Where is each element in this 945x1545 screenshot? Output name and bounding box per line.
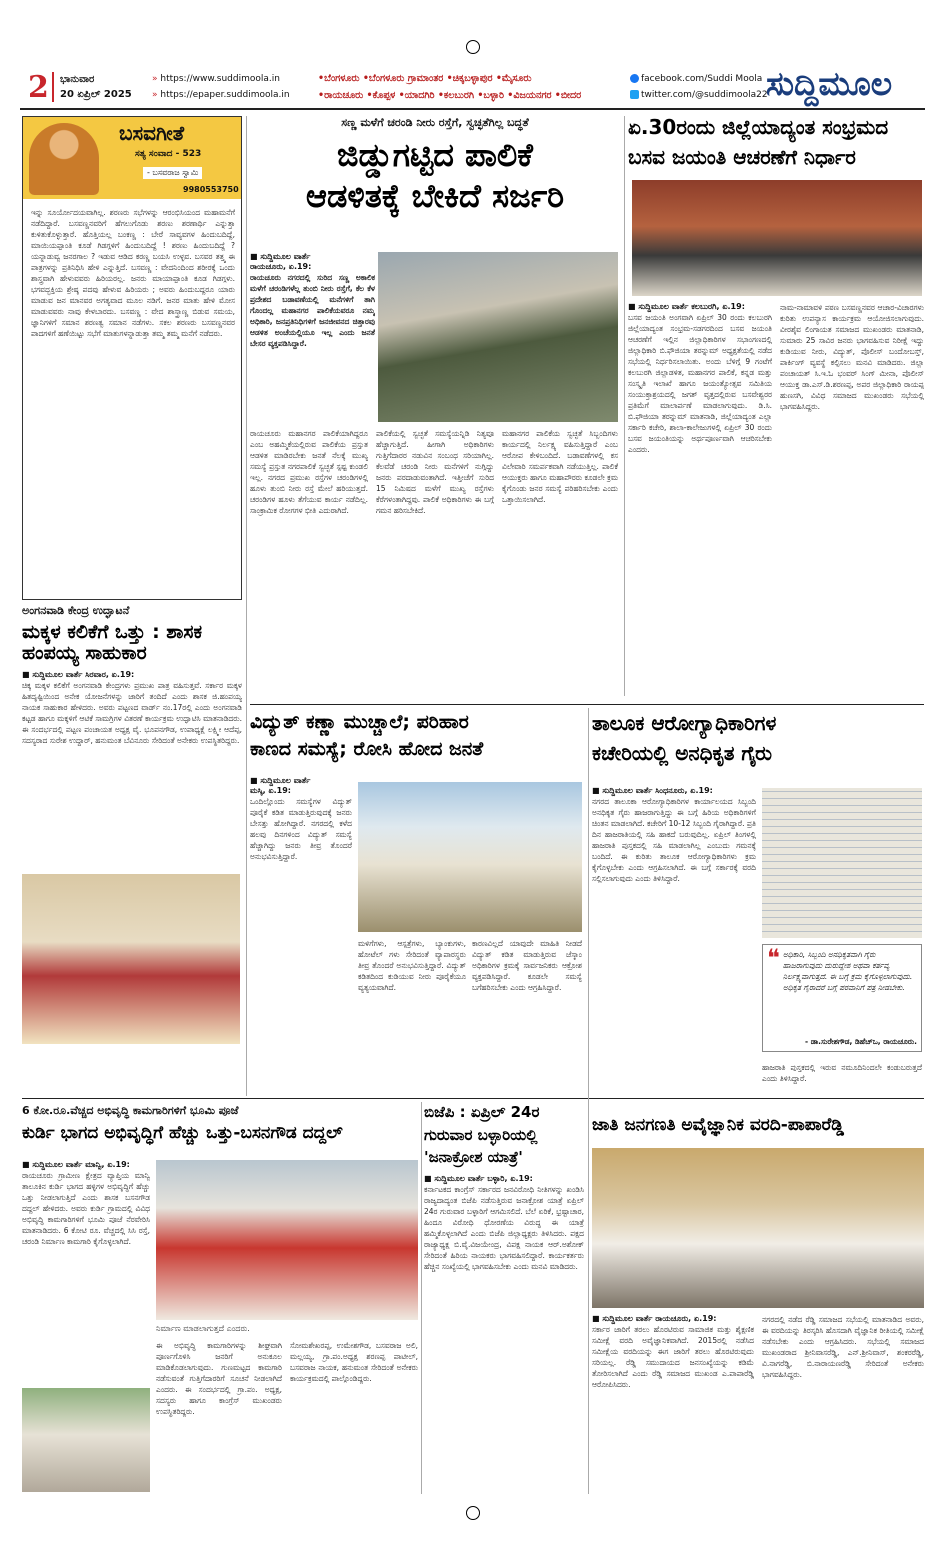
twitter-icon: [630, 90, 639, 99]
electric-col2: ಮಳಿಗೆಗಳು, ಆಸ್ಪತ್ರೆಗಳು, ಬ್ಯಾಂಕುಗಳು, ಹೋಟೆಲ್ ಗಳು ಸೇರಿದಂತೆ ವ್ಯಾಪಾರಸ್ಥರು ತೀವ್ರ ತೊಂದರೆ ಅನುಭವಿಸುತ್ತಿದ್ದಾರೆ. ವಿದ್ಯುತ್ ಕಡಿತದಿಂದ ಕುಡಿಯುವ ನೀರು ಪೂರೈಕೆಯೂ ವ್ಯತ್ಯಯವಾಗಿದೆ.: [358, 939, 466, 992]
kurdi-ceremony-photo: [156, 1160, 418, 1320]
crop-mark-bottom: [466, 1506, 480, 1520]
twitter-link[interactable]: twitter.com/@suddimoola22: [641, 90, 768, 100]
anganwadi-byline: ■ ಸುದ್ದಿಮೂಲ ವಾರ್ತೆ ಸಿರವಾರ, ಏ.19:: [22, 669, 135, 679]
electric-byline: ■ ಸುದ್ದಿಮೂಲ ವಾರ್ತೆ: [250, 776, 311, 785]
page-number-divider: [52, 72, 54, 102]
saint-portrait: [29, 123, 99, 195]
rule-v2: [624, 116, 625, 696]
rule-h2: [22, 1098, 924, 1099]
jayanti-col1: ಬಸವ ಜಯಂತಿ ಅಂಗವಾಗಿ ಏಪ್ರಿಲ್ 30 ರಂದು ಕಲಬುರಗಿ ಜಿಲ್ಲೆಯಾದ್ಯಂತ ಸಂಭ್ರಮ-ಸಡಗರದಿಂದ ಬಸವ ಜಯಂತಿ ಆಚರಣೆಗೆ ಇಲ್ಲಿನ ಜಿಲ್ಲಾಧಿಕಾರಿಗಳ ಸಭಾಂಗಣದಲ್ಲಿ ಜಿಲ್ಲಾಧಿಕಾರಿ ಬಿ.ಫೌಜಿಯಾ ತರನ್ನುಮ್ ಅಧ್ಯಕ್ಷತೆಯಲ್ಲಿ ನಡೆದ ಸಭೆಯಲ್ಲಿ ನಿರ್ಧರಿಸಲಾಯಿತು. ಅಂದು ಬೆಳಿಗ್ಗೆ 9 ಗಂಟೆಗೆ ಕಲಬುರಗಿ ಜಿಲ್ಲಾಡಳಿತ, ಮಹಾನಗರ ಪಾಲಿಕೆ, ಕನ್ನಡ ಮತ್ತು ಸಂಸ್ಕೃತಿ ಇಲಾಖೆ ಹಾಗೂ ಜಯಂತ್ಯೋತ್ಸವ ಸಮಿತಿಯ ಸಂಯುಕ್ತಾಶ್ರಯದಲ್ಲಿ ಜಗತ್ ವೃತ್ತದಲ್ಲಿರುವ ಬಸವೇಶ್ವರರ ಪ್ರತಿಮೆಗೆ ಮಾಲಾರ್ಪಣೆ ಮಾಡಲಾಗುವುದು. ಡಿ.ಸಿ. ಬಿ.ಫೌಜಿಯಾ ತರನ್ನುಮ್ ಮಾತನಾಡಿ, ಜಿಲ್ಲೆಯಾದ್ಯಂತ ಎಲ್ಲಾ ಸರ್ಕಾರಿ ಕಚೇರಿ, ಶಾಲಾ-ಕಾಲೇಜುಗಳಲ್ಲಿ ಏಪ್ರಿಲ್ 30 ರಂದು ಬಸವ ಜಯಂತಿಯನ್ನು ಅರ್ಥಪೂರ್ಣವಾಗಿ ಆಚರಿಸಬೇಕು ಎಂದರು.: [628, 313, 772, 454]
health-col1-box: [592, 786, 756, 1082]
lead-headline2: ಆಡಳಿತಕ್ಕೆ ಬೇಕಿದೆ ಸರ್ಜರಿ: [305, 177, 565, 216]
jayanti-headline1: ಏ.30ರಂದು ಜಿಲ್ಲೆಯಾದ್ಯಂತ ಸಂಭ್ರಮದ: [628, 115, 889, 139]
lead-dateline: ರಾಯಚೂರು, ಏ.19:: [250, 262, 312, 271]
bjp-headline1: ಬಿಜೆಪಿ : ಏಪ್ರಿಲ್ 24ರ: [424, 1103, 540, 1121]
lead-kicker: ಸಣ್ಣ ಮಳೆಗೆ ಚರಂಡಿ ನೀರು ರಸ್ತೆಗೆ, ಸ್ವಚ್ಛತೆಗಿಲ್ಲ ಬದ್ಧತೆ: [341, 116, 529, 129]
jayanti-meeting-photo: [632, 180, 922, 296]
cities-line1: •ಬೆಂಗಳೂರು •ಬೆಂಗಳೂರು ಗ್ರಾಮಾಂತರ •ಚಿಕ್ಕಬಳ್ಳಾಪುರ •ಮೈಸೂರು: [318, 73, 532, 84]
day: ಭಾನುವಾರ: [60, 74, 95, 85]
anganwadi-story: [22, 604, 242, 1094]
lead-intro: ರಾಯಚೂರು ನಗರದಲ್ಲಿ ಸುರಿದ ಸಣ್ಣ ಅಕಾಲಿಕ ಮಳೆಗೆ ಚರಂಡಿಗಳೆಲ್ಲ ತುಂಬಿ ನೀರು ರಸ್ತೆಗೆ, ಕೆಲ ಕೆಳ ಪ್ರದೇಶದ ಬಡಾವಣೆಯಲ್ಲಿ ಮನೆಗಳಿಗೆ ತಾಗಿ ಗೊಂದಲ್ಲ ಮಹಾನಗರ ಪಾಲಿಕೆಯವರೂ ನಮ್ಮ ಅಧಿಕಾರಿ, ಜನಪ್ರತಿನಿಧಿಗಳಿಗೆ ಜನಜೀವನದ ಚಿತ್ತಾರವು ಆಡಳಿತ ಅಂಚೆಯಲ್ಲಿಯೂ ಇಲ್ಲ ಎಂದು ಜನತೆ ಬೇಸರ ವ್ಯಕ್ತಪಡಿಸಿದ್ದಾರೆ.: [250, 273, 375, 348]
health-quote: ಅಧಿಕಾರಿ, ಸಿಬ್ಬಂದಿ ಅನಧಿಕೃತವಾಗಿ ಗೈರು ಹಾಜರಾಗುವುದು ದುರುದ್ದೇಶ ಅಥವಾ ಕರ್ತವ್ಯ ನಿರ್ಲಕ್ಷ್ಯವಾಗುತ್ತದೆ. ಈ ಬಗ್ಗೆ ಕ್ರಮ ಕೈಗೊಳ್ಳಲಾಗುವುದು. ಅಧಿಕೃತ ಗೈರಾದರೆ ಬಗ್ಗೆ ಪರವಾನಿಗೆ ಪತ್ರ ನೀಡಬೇಕು.: [782, 950, 913, 992]
anganwadi-body: ಚಿಕ್ಕ ಮಕ್ಕಳ ಕಲಿಕೆಗೆ ಅಂಗನವಾಡಿ ಕೇಂದ್ರಗಳು ಪ್ರಮುಖ ಪಾತ್ರ ವಹಿಸುತ್ತವೆ. ಸರ್ಕಾರ ಮಕ್ಕಳ ಹಿತದೃಷ್ಟಿಯಿಂದ ಅನೇಕ ಯೋಜನೆಗಳನ್ನು ಜಾರಿಗೆ ತಂದಿದೆ ಎಂದು ಶಾಸಕ ಜಿ.ಹಂಪಯ್ಯ ನಾಯಕ ಸಾಹುಕಾರ ಹೇಳಿದರು. ಅವರು ಪಟ್ಟಣದ ವಾರ್ಡ್ ನಂ.17ರಲ್ಲಿ ಎಂದು ಅಂಗನವಾಡಿ ಕಟ್ಟಡ ಹಾಗೂ ಮಕ್ಕಳಿಗೆ ಆಟಿಕೆ ಸಾಮಗ್ರಿಗಳ ವಿತರಣೆ ಕಾರ್ಯಕ್ರಮ ಉದ್ಘಾಟಿಸಿ ಮಾತನಾಡಿದರು. ಈ ಸಂದರ್ಭದಲ್ಲಿ ಪಟ್ಟಣ ಪಂಚಾಯತ ಅಧ್ಯಕ್ಷ ವೈ. ಭೂಪನಗೌಡ, ಉಪಾಧ್ಯಕ್ಷೆ ಲಕ್ಷ್ಮೀ ಆದೆಪ್ಪ, ಸದಸ್ಯರಾದ ಸುರೇಶ ಉದ್ದಾರ್, ಹನುಮಂತ ಬೆವಿನೂರು ಸೇರಿದಂತೆ ಅನೇಕರು ಉಪಸ್ಥಿತರಿದ್ದರು.: [22, 680, 242, 745]
health-headline1: ತಾಲೂಕ ಆರೋಗ್ಯಾಧಿಕಾರಿಗಳ: [592, 711, 777, 735]
kurdi-headline: ಕುರ್ಡಿ ಭಾಗದ ಅಭಿವೃದ್ಧಿಗೆ ಹೆಚ್ಚು ಒತ್ತು-ಬಸನಗೌಡ ದದ್ದಲ್: [22, 1123, 343, 1143]
kurdi-kicker: 6 ಕೋ.ರೂ.ವೆಚ್ಚದ ಅಭಿವೃದ್ಧಿ ಕಾಮಗಾರಿಗಳಿಗೆ ಭೂಮಿ ಪೂಜೆ: [22, 1104, 239, 1117]
epaper-link[interactable]: https://epaper.suddimoola.in: [160, 90, 290, 100]
caste-col1: ಸರ್ಕಾರ ಜಾರಿಗೆ ತರಲು ಹೊರಟಿರುವ ಸಾಮಾಜಿಕ ಮತ್ತು ಶೈಕ್ಷಣಿಕ ಸಮೀಕ್ಷೆ ವರದಿ ಅವೈಜ್ಞಾನಿಕವಾಗಿದೆ. 2015ರಲ್ಲಿ ನಡೆಸಿದ ಸಮೀಕ್ಷೆಯ ವರದಿಯನ್ನು ಈಗ ಜಾರಿಗೆ ತರಲು ಹೊರಟಿರುವುದು ಸರಿಯಲ್ಲ. ರೆಡ್ಡಿ ಸಮುದಾಯದ ಜನಸಂಖ್ಯೆಯನ್ನು ಕಡಿಮೆ ತೋರಿಸಲಾಗಿದೆ ಎಂದು ರೆಡ್ಡಿ ಸಮಾಜದ ಮುಖಂಡ ಎ.ಪಾಪಾರೆಡ್ಡಿ ಆರೋಪಿಸಿದರು.: [592, 1325, 754, 1389]
health-quote-author: - ಡಾ.ಸುರೇಶಗೌಡ, ಡಿಹೆಚ್ಒ, ರಾಯಚೂರು.: [804, 1037, 917, 1046]
lead-intro-box: [250, 252, 375, 432]
jayanti-story: [628, 116, 924, 696]
jayanti-col1-box: [628, 302, 772, 690]
bjp-byline: ■ ಸುದ್ದಿಮೂಲ ವಾರ್ತೆ ಬಳ್ಳಾರಿ, ಏ.19:: [424, 1173, 533, 1183]
jayanti-byline: ■ ಸುದ್ದಿಮೂಲ ವಾರ್ತೆ ಕಲಬುರಗಿ, ಏ.19:: [628, 302, 745, 311]
jayanti-headline2: ಬಸವ ಜಯಂತಿ ಆಚರಣೆಗೆ ನಿರ್ಧಾರ: [628, 145, 856, 169]
website-link[interactable]: https://www.suddimoola.in: [160, 74, 280, 84]
lead-col3: ಮಹಾನಗರ ಪಾಲಿಕೆಯ ಸ್ವಚ್ಛತೆ ಸಿಬ್ಬಂದಿಗಳು ಕಾರ್ಯದಲ್ಲಿ ನಿರ್ಲಕ್ಷ್ಯ ವಹಿಸುತ್ತಿದ್ದಾರೆ ಎಂಬ ಆರೋಪ ಕೇಳಿಬಂದಿದೆ. ಬಡಾವಣೆಗಳಲ್ಲಿ ಕಸ ವಿಲೇವಾರಿ ಸಮರ್ಪಕವಾಗಿ ನಡೆಯುತ್ತಿಲ್ಲ. ಪಾಲಿಕೆ ಆಯುಕ್ತರು ಹಾಗೂ ಮಹಾಪೌರರು ಕೂಡಲೇ ಕ್ರಮ ಕೈಗೊಂಡು ಜನರ ಸಮಸ್ಯೆ ಪರಿಹರಿಸಬೇಕು ಎಂದು ಒತ್ತಾಯಿಸಲಾಗಿದೆ.: [502, 429, 618, 504]
electric-story: [250, 712, 584, 1092]
health-headline2: ಕಚೇರಿಯಲ್ಲಿ ಅನಧಿಕೃತ ಗೈರು: [592, 741, 773, 765]
lead-byline: ■ ಸುದ್ದಿಮೂಲ ವಾರ್ತೆ: [250, 252, 311, 261]
electric-dateline: ಮಸ್ಕಿ, ಏ.19:: [250, 786, 291, 795]
basava-author: - ಬಸವರಾಜ ಸ್ವಾಮಿ: [143, 167, 202, 179]
electric-headline2: ಕಾಣದ ಸಮಸ್ಯೆ; ರೋಸಿ ಹೋದ ಜನತೆ: [250, 737, 484, 760]
electric-col1: ಒಂದಿಲ್ಲೊಂದು ಸಮಸ್ಯೆಗಳ ವಿದ್ಯುತ್ ಪೂರೈಕೆ ಕಡಿತ ಮಾಡುತ್ತಿರುವುದಕ್ಕೆ ಜನರು ಬೇಸತ್ತು ಹೋಗಿದ್ದಾರೆ. ನಗರದಲ್ಲಿ ಕಳೆದ ಹಲವು ದಿನಗಳಿಂದ ವಿದ್ಯುತ್ ಸಮಸ್ಯೆ ಹೆಚ್ಚಾಗಿದ್ದು ಜನರು ತೀವ್ರ ತೊಂದರೆ ಅನುಭವಿಸುತ್ತಿದ್ದಾರೆ.: [250, 797, 352, 861]
basava-box: [22, 116, 242, 600]
caste-col1-box: [592, 1314, 754, 1484]
web-links: » https://www.suddimoola.in » https://epaper.suddimoola.in: [152, 74, 290, 100]
rule-v3: [588, 708, 589, 1494]
rule-v4: [421, 1102, 422, 1494]
health-byline: ■ ಸುದ್ದಿಮೂಲ ವಾರ್ತೆ ಸಿಂಧನೂರು, ಏ.19:: [592, 786, 713, 795]
date: 20 ಏಪ್ರಿಲ್ 2025: [60, 89, 132, 100]
rule-h1: [250, 704, 924, 705]
kurdi-col3: ಸೋಮಶೇಖರಪ್ಪ, ಉಮೇಶಗೌಡ, ಬಸವರಾಜ ಅಲಿ, ಮಲ್ಲಯ್ಯ, ಗ್ರಾ.ಪಂ.ಅಧ್ಯಕ್ಷ ಶರಣಪ್ಪ ಪಾಟೀಲ್, ಬಸವರಾಜ ನಾಯಕ, ಹನುಮಂತ ಸೇರಿದಂತೆ ಅನೇಕರು ಕಾರ್ಯಕ್ರಮದಲ್ಲಿ ಪಾಲ್ಗೊಂಡಿದ್ದರು.: [290, 1341, 418, 1383]
cities-line2: •ರಾಯಚೂರು •ಕೊಪ್ಪಳ •ಯಾದಗಿರಿ •ಕಲಬುರಗಿ •ಬಳ್ಳಾರಿ •ವಿಜಯನಗರ •ಬೀದರ: [318, 90, 582, 101]
header-rule: [20, 108, 925, 110]
masthead-logo: ಸುದ್ದಿಮೂಲ: [766, 64, 893, 103]
anganwadi-headline2: ಹಂಪಯ್ಯ ಸಾಹುಕಾರ: [22, 641, 147, 664]
bjp-headline3: 'ಜನಾಕ್ರೋಶ ಯಾತ್ರೆ': [424, 1148, 523, 1166]
lead-col1: ರಾಯಚೂರು ಮಹಾನಗರ ಪಾಲಿಕೆಯಾಗಿದ್ದರೂ ಎಂಬ ಅಹಮ್ಮಿಕೆಯಲ್ಲಿರುವ ಪಾಲಿಕೆಯ ಪ್ರಸ್ತುತ ಆಡಳಿತ ಮಾಡಿರಬೇಕು ಜನತೆ ನೆಲಕ್ಕೆ ಮುಖ್ಯ ಸಮಸ್ಯೆ ಪ್ರಸ್ತುತ ನಗರಪಾಲಿಕೆ ಸ್ವಚ್ಛತೆ ಸ್ಪಷ್ಟ ಕುಂಡಲಿ ಇಲ್ಲ. ನಗರದ ಪ್ರಮುಖ ರಸ್ತೆಗಳ ಚರಂಡಿಗಳಲ್ಲಿ ಹೂಳು ತುಂಬಿ ನೀರು ರಸ್ತೆ ಮೇಲೆ ಹರಿಯುತ್ತದೆ. ಚರಂಡಿಗಳ ಹೂಳು ತೆಗೆಯುವ ಕಾರ್ಯ ನಡೆದಿಲ್ಲ. ಸಾಂಕ್ರಾಮಿಕ ರೋಗಗಳ ಭೀತಿ ಎದುರಾಗಿದೆ.: [250, 429, 368, 515]
health-quote-box: [762, 944, 922, 1052]
lead-story: [250, 116, 620, 696]
electric-office-photo: [358, 782, 582, 932]
kurdi-byline: ■ ಸುದ್ದಿಮೂಲ ವಾರ್ತೆ ಮಾನ್ವಿ, ಏ.19:: [22, 1160, 130, 1169]
basava-phone: 9980553750: [183, 185, 239, 194]
caste-byline: ■ ಸುದ್ದಿಮೂಲ ವಾರ್ತೆ ರಾಯಚೂರು, ಏ.19:: [592, 1314, 717, 1323]
kurdi-caption: ನಿರ್ಮಾಣ ಮಾಡಲಾಗುತ್ತದೆ ಎಂದರು.: [156, 1324, 250, 1333]
facebook-icon: [630, 74, 639, 83]
page-number: 2: [28, 70, 49, 105]
jayanti-col2: ನಾಮ-ನಾಮಾವಳಿ ಪಠಣ ಬಸವಣ್ಣನವರ ಆಚಾರ-ವಿಚಾರಗಳು ಕುರಿತು ಉಪನ್ಯಾಸ ಕಾರ್ಯಕ್ರಮ ಆಯೋಜಿಸಲಾಗುವುದು. ವೀರಶೈವ ಲಿಂಗಾಯತ ಸಮಾಜದ ಮುಖಂಡರು ಮಾತನಾಡಿ, ಸುಮಾರು 25 ಸಾವಿರ ಜನರು ಭಾಗವಹಿಸುವ ನಿರೀಕ್ಷೆ ಇದ್ದು ಕುಡಿಯುವ ನೀರು, ವಿದ್ಯುತ್, ಪೊಲೀಸ್ ಬಂದೋಬಸ್ತ್, ಪಾರ್ಕಿಂಗ್ ವ್ಯವಸ್ಥೆ ಕಲ್ಪಿಸಲು ಮನವಿ ಮಾಡಿದರು. ಜಿಲ್ಲಾ ಪಂಚಾಯತ್ ಸಿ.ಇ.ಓ ಭಂವರ್ ಸಿಂಗ್ ಮೀನಾ, ಪೊಲೀಸ್ ಆಯುಕ್ತ ಡಾ.ಎಸ್.ಡಿ.ಶರಣಪ್ಪ, ಅಪರ ಜಿಲ್ಲಾಧಿಕಾರಿ ರಾಯಪ್ಪ ಹುಣಸಗಿ, ವಿವಿಧ ಸಮಾಜದ ಮುಖಂಡರು ಸಭೆಯಲ್ಲಿ ಭಾಗವಹಿಸಿದ್ದರು.: [780, 303, 924, 411]
crop-mark-top: [466, 40, 480, 54]
basava-subtitle: ಸತ್ಯ ಸಂವಾದ - 523: [135, 149, 202, 159]
health-register-photo: [762, 788, 922, 938]
basava-text: ಇನ್ನು ಸೂರ್ಯೋದಯವಾಗಿಲ್ಲ. ಶರಣರು ಸಭೆಗಳನ್ನು ಆರಂಭಿಸಿಯಂದ ಮಹಾಮನೆಗೆ ನಡೆದಿದ್ದಾರೆ. ಬಸವಣ್ಣನವರಿಗೆ ಹೆಗಲುಗೊಡು ಶರಣು ಶರಣಾರ್ಥಿ ಎನ್ನುತ್ತಾ ಕುಳಿತುಕೊಳ್ಳುತ್ತಾರೆ. ಹೊತ್ತಿಯಲ್ಲ ಬಂಕಣ್ಣ : ಬೇರೆ ಸಾವ್ಯವಗಳ ಹಿಂದುಬದಿದ್ದೆ, ಮಾಯಿಯಪ್ಪಾಂತಿ ಕೂಡೆ ಗಿಡಗ್ಗಳಿಗೆ ಹಿಂದುಬದಿದ್ದೆ ! ಶರಣು ಹಿಂದುಬದಿದ್ದೆ ? ಯನ್ನಾಡುವ್ವ ಜನರಗಾಲ ? ಇಡುವ ಆಡಿದ ಕರಣ್ಣ ಬಯಸಿ ಉಳ್ಳವ. ಬಸವರ ತತ್ತ್ವ ಈ ಪಾತ್ರಗಳನ್ನು ಪ್ರತಿನಿಧಿಸಿ ಹೇಳಿ ಎನ್ನುತ್ತಿದೆ. ಬಸವಣ್ಣ : ವೇದನಿಂದಿಂದ ಶರೀರಕ್ಕೆ ಒಂದು ಶಾಸ್ತ್ರವಾಗಿ ಹೇಳುವವರು ಹಿರಿಯರಲ್ಲ. ಜನರು ಮಾಯಾಪ್ಪಾಂತಿ ಕೂಡ ಗಿಡಗ್ಗಳು. ಭಗವದ್ಭಕ್ತಿಯ ಶ್ರೇಷ್ಠ ಪದವು ಹೇಳುವ ಹಿರಿಯರು ; ಅವರು ಹಿಂದುಬದ್ದರೂ ಯಾರು ಮಾಡುವ ಜನ ಮಾನವರ ಅಗತ್ಯವಾದ ಮೂಲ ನಡಿಗೆ. ಜನರ ಮಾತು ಹೇಳಿ ಮೋಸ ಮಾಡುವವರು ನಾವು ಕೇಳಬಾರದು. ಬಸವಣ್ಣ : ವೇದ ಶಾಸ್ತ್ರಾಣ್ಣ ಬಿಡುವ ಸಮಯ, ಜ್ಞಾನಿಗಳಿಗೆ ಸಮಾನ ಶರಣತ್ವ ಸಮಾನ ನಡೆಗಳು. ಸಕಲ ಶರಣರು ಬಸವಣ್ಣನವರ ಪಾದಗಳಿಗೆ ಹಣೆಯಿಟ್ಟು ಸಭೆಗೆ ಮಾತುಗಳನ್ನಾಡುತ್ತಾ ತಮ್ಮ ತಮ್ಮ ಮನೆಗೆ ನಡೆದರು.: [31, 208, 235, 338]
city-list: [318, 70, 581, 104]
lead-headline1: ಜಿಡ್ಡುಗಟ್ಟಿದ ಪಾಲಿಕೆ: [337, 136, 533, 174]
basava-title: ಬಸವಗೀತೆ: [119, 121, 185, 145]
lead-col2: ಪಾಲಿಕೆಯಲ್ಲಿ ಸ್ವಚ್ಛತೆ ಸಮಸ್ಯೆಯನ್ನಿಡಿ ನಿತ್ಯವೂ ಹೆಚ್ಚಾಗುತ್ತಿದೆ. ಹೀಗಾಗಿ ಅಧಿಕಾರಿಗಳು ಗುತ್ತಿಗೆದಾರರ ನಡುವಿನ ಸಂಬಂಧ ಸರಿಯಾಗಿಲ್ಲ. ಕೆಲವೆಡೆ ಚರಂಡಿ ನೀರು ಮನೆಗಳಿಗೆ ನುಗ್ಗಿದ್ದು ಜನರು ಪರದಾಡುವಂತಾಗಿದೆ. ಇತ್ತೀಚೆಗೆ ಸುರಿದ 15 ನಿಮಿಷದ ಮಳೆಗೆ ಮುಖ್ಯ ರಸ್ತೆಗಳು ಕೆರೆಗಳಂತಾಗಿದ್ದವು. ಪಾಲಿಕೆ ಅಧಿಕಾರಿಗಳು ಈ ಬಗ್ಗೆ ಗಮನ ಹರಿಸಬೇಕಿದೆ.: [376, 429, 494, 515]
electric-col1-box: [250, 776, 352, 1086]
anganwadi-kicker: ಅಂಗನವಾಡಿ ಕೇಂದ್ರ ಉದ್ಘಾಟನೆ: [22, 604, 130, 617]
anganwadi-photo: [22, 874, 240, 1044]
health-story: [592, 712, 924, 1092]
bjp-body: ಕರ್ನಾಟಕದ ಕಾಂಗ್ರೆಸ್ ಸರ್ಕಾರದ ಜನವಿರೋಧಿ ನೀತಿಗಳನ್ನು ಖಂಡಿಸಿ ರಾಜ್ಯದಾದ್ಯಂತ ಬಿಜೆಪಿ ನಡೆಸುತ್ತಿರುವ ಜನಾಕ್ರೋಶ ಯಾತ್ರೆ ಏಪ್ರಿಲ್ 24ರ ಗುರುವಾರ ಬಳ್ಳಾರಿಗೆ ಆಗಮಿಸಲಿದೆ. ಬೆಲೆ ಏರಿಕೆ, ಭ್ರಷ್ಟಾಚಾರ, ಹಿಂದೂ ವಿರೋಧಿ ಧೋರಣೆಯ ವಿರುದ್ಧ ಈ ಯಾತ್ರೆ ಹಮ್ಮಿಕೊಳ್ಳಲಾಗಿದೆ ಎಂದು ಬಿಜೆಪಿ ಜಿಲ್ಲಾಧ್ಯಕ್ಷರು ತಿಳಿಸಿದರು. ಪಕ್ಷದ ರಾಜ್ಯಾಧ್ಯಕ್ಷ ಬಿ.ವೈ.ವಿಜಯೇಂದ್ರ, ವಿಪಕ್ಷ ನಾಯಕ ಆರ್.ಅಶೋಕ್ ಸೇರಿದಂತೆ ಹಿರಿಯ ನಾಯಕರು ಭಾಗವಹಿಸಲಿದ್ದಾರೆ. ಕಾರ್ಯಕರ್ತರು ಹೆಚ್ಚಿನ ಸಂಖ್ಯೆಯಲ್ಲಿ ಭಾಗವಹಿಸಬೇಕು ಎಂದು ಮನವಿ ಮಾಡಿದರು.: [424, 1184, 584, 1271]
kurdi-story: [22, 1104, 418, 1494]
bjp-headline2: ಗುರುವಾರ ಬಳ್ಳಾರಿಯಲ್ಲಿ: [424, 1125, 538, 1144]
social-links: [630, 71, 768, 103]
caste-story: [592, 1104, 924, 1494]
electric-col3: ಕಾರಣವಿಲ್ಲದೆ ಯಾವುದೇ ಮಾಹಿತಿ ನೀಡದೆ ವಿದ್ಯುತ್ ಕಡಿತ ಮಾಡುತ್ತಿರುವ ಜೆಸ್ಕಾಂ ಅಧಿಕಾರಿಗಳ ಕ್ರಮಕ್ಕೆ ಸಾರ್ವಜನಿಕರು ಆಕ್ರೋಶ ವ್ಯಕ್ತಪಡಿಸಿದ್ದಾರೆ. ಕೂಡಲೇ ಸಮಸ್ಯೆ ಬಗೆಹರಿಸಬೇಕು ಎಂದು ಆಗ್ರಹಿಸಿದ್ದಾರೆ.: [472, 939, 582, 992]
kurdi-col2: ಈ ಅಭಿವೃದ್ಧಿ ಕಾಮಗಾರಿಗಳನ್ನು ಶೀಘ್ರವಾಗಿ ಪೂರ್ಣಗೊಳಿಸಿ ಜನರಿಗೆ ಅನುಕೂಲ ಮಾಡಿಕೊಡಲಾಗುವುದು. ಗುಣಮಟ್ಟದ ಕಾಮಗಾರಿ ನಡೆಸುವಂತೆ ಗುತ್ತಿಗೆದಾರರಿಗೆ ಸೂಚನೆ ನೀಡಲಾಗಿದೆ ಎಂದರು. ಈ ಸಂದರ್ಭದಲ್ಲಿ ಗ್ರಾ.ಪಂ. ಅಧ್ಯಕ್ಷ, ಸದಸ್ಯರು ಹಾಗೂ ಕಾಂಗ್ರೆಸ್ ಮುಖಂಡರು ಉಪಸ್ಥಿತರಿದ್ದರು.: [156, 1341, 282, 1416]
facebook-link[interactable]: facebook.com/Suddi Moola: [641, 74, 763, 84]
electric-headline1: ವಿದ್ಯುತ್ ಕಣ್ಣಾ ಮುಚ್ಚಾಲೆ; ಪರಿಹಾರ: [250, 711, 469, 733]
caste-meeting-photo: [592, 1148, 924, 1308]
kurdi-col1: ರಾಯಚೂರು ಗ್ರಾಮೀಣ ಕ್ಷೇತ್ರದ ವ್ಯಾಪ್ತಿಯ ಮಾನ್ವಿ ತಾಲೂಕಿನ ಕುರ್ಡಿ ಭಾಗದ ಹಳ್ಳಿಗಳ ಅಭಿವೃದ್ಧಿಗೆ ಹೆಚ್ಚು ಒತ್ತು ನೀಡಲಾಗುತ್ತಿದೆ ಎಂದು ಶಾಸಕ ಬಸನಗೌಡ ದದ್ದಲ್ ಹೇಳಿದರು. ಅವರು ಕುರ್ಡಿ ಗ್ರಾಮದಲ್ಲಿ ವಿವಿಧ ಅಭಿವೃದ್ಧಿ ಕಾಮಗಾರಿಗಳಿಗೆ ಭೂಮಿ ಪೂಜೆ ನೆರವೇರಿಸಿ ಮಾತನಾಡಿದರು. 6 ಕೋಟಿ ರೂ. ವೆಚ್ಚದಲ್ಲಿ ಸಿಸಿ ರಸ್ತೆ, ಚರಂಡಿ ನಿರ್ಮಾಣ ಕಾಮಗಾರಿ ಕೈಗೊಳ್ಳಲಾಗಿದೆ.: [22, 1171, 150, 1246]
quote-icon: ❝: [767, 944, 780, 972]
lead-drain-photo: [378, 252, 618, 422]
kurdi-crowd-photo: [22, 1388, 150, 1492]
rule-v1: [246, 116, 247, 1096]
health-body: ನಗರದ ತಾಲೂಕಾ ಆರೋಗ್ಯಾಧಿಕಾರಿಗಳ ಕಾರ್ಯಾಲಯದ ಸಿಬ್ಬಂದಿ ಅನಧಿಕೃತ ಗೈರು ಹಾಜರಾಗುತ್ತಿದ್ದು ಈ ಬಗ್ಗೆ ಹಿರಿಯ ಅಧಿಕಾರಿಗಳಿಗೆ ಚಿಂತನ ಮಾಡಲಾಗಿದೆ. ಕಚೇರಿಗೆ 10-12 ಸಿಬ್ಬಂದಿ ಗೈರಾಗಿದ್ದಾರೆ. ಪ್ರತಿ ದಿನ ಹಾಜರಾತಿಯಲ್ಲಿ ಸಹಿ ಹಾಕದೆ ಬರುವುದಿಲ್ಲ. ಏಪ್ರಿಲ್ ತಿಂಗಳಲ್ಲಿ ಹಾಜರಾತಿ ಪುಸ್ತಕದಲ್ಲಿ ಸಹಿ ಮಾಡಲಾಗಿಲ್ಲ ಎಂಬುದು ಗಮನಕ್ಕೆ ಬಂದಿದೆ. ಈ ಕುರಿತು ತಾಲೂಕ ಆರೋಗ್ಯಾಧಿಕಾರಿಗಳು ಕ್ರಮ ಕೈಗೊಳ್ಳಬೇಕು ಎಂದು ಆಗ್ರಹಿಸಲಾಗಿದೆ. ಈ ಬಗ್ಗೆ ಸರ್ಕಾರಕ್ಕೆ ವರದಿ ಸಲ್ಲಿಸಲಾಗುವುದು ಎಂದು ತಿಳಿಸಿದ್ದಾರೆ.: [592, 797, 756, 883]
caste-headline: ಜಾತಿ ಜನಗಣತಿ ಅವೈಜ್ಞಾನಿಕ ವರದಿ-ಪಾಪಾರೆಡ್ಡಿ: [592, 1115, 844, 1135]
anganwadi-headline1: ಮಕ್ಕಳ ಕಲಿಕೆಗೆ ಒತ್ತು : ಶಾಸಕ: [22, 621, 203, 643]
basava-banner: [23, 117, 241, 199]
dateline-block: [60, 72, 132, 102]
bjp-story: [424, 1104, 584, 1494]
health-footer: ಹಾಜರಾತಿ ಪುಸ್ತಕದಲ್ಲಿ ಇರುವ ನಮೂದಿನಿಂದಲೇ ಕಂಡುಬರುತ್ತದೆ ಎಂದು ತಿಳಿಸಿದ್ದಾರೆ.: [762, 1063, 922, 1083]
kurdi-col1-box: [22, 1160, 150, 1390]
caste-col2: ನಗರದಲ್ಲಿ ನಡೆದ ರೆಡ್ಡಿ ಸಮಾಜದ ಸಭೆಯಲ್ಲಿ ಮಾತನಾಡಿದ ಅವರು, ಈ ವರದಿಯನ್ನು ತಿರಸ್ಕರಿಸಿ ಹೊಸದಾಗಿ ವೈಜ್ಞಾನಿಕ ರೀತಿಯಲ್ಲಿ ಸಮೀಕ್ಷೆ ನಡೆಸಬೇಕು ಎಂದು ಆಗ್ರಹಿಸಿದರು. ಸಭೆಯಲ್ಲಿ ಸಮಾಜದ ಮುಖಂಡರಾದ ಶ್ರೀನಿವಾಸರೆಡ್ಡಿ, ಎನ್.ಶ್ರೀನಿವಾಸ್, ಶಂಕರರೆಡ್ಡಿ, ವಿ.ನಾಗರೆಡ್ಡಿ, ಬಿ.ನಾರಾಯಣರೆಡ್ಡಿ ಸೇರಿದಂತೆ ಅನೇಕರು ಭಾಗವಹಿಸಿದ್ದರು.: [762, 1315, 924, 1379]
